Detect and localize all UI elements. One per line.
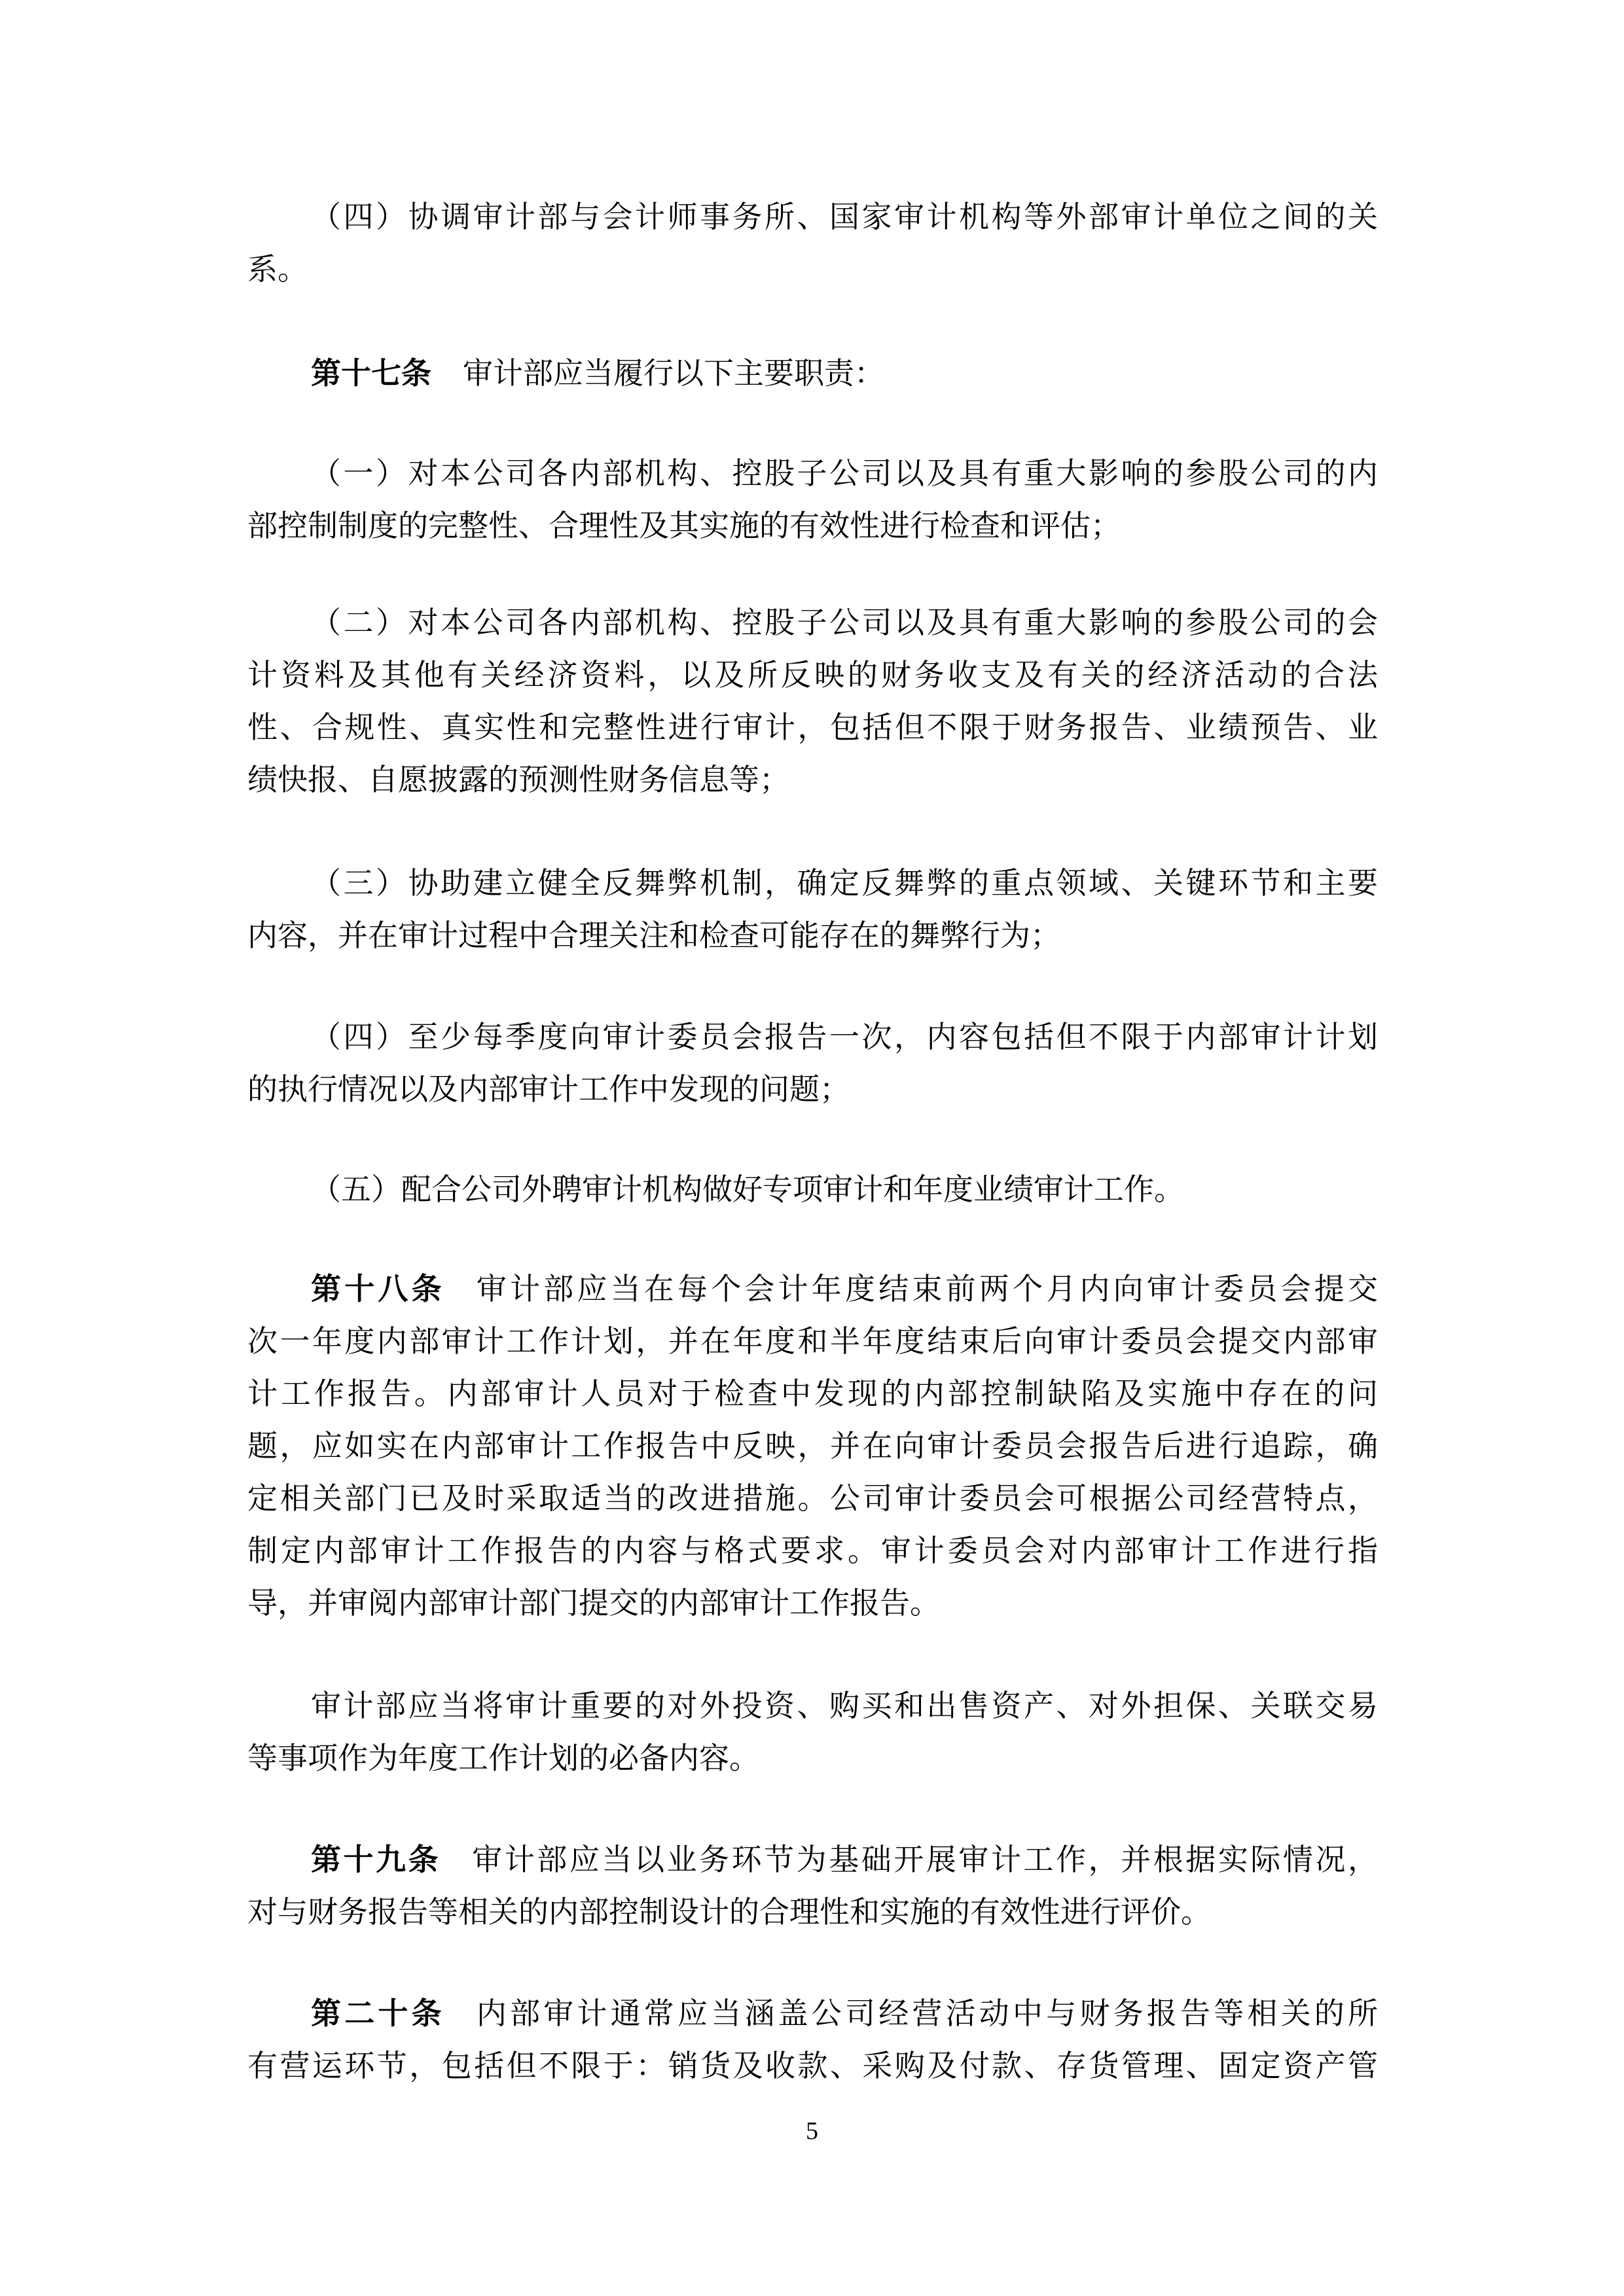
article-heading: 第十七条 [311, 355, 431, 391]
article-20 [247, 1987, 1378, 2092]
text-line [247, 1833, 1378, 1886]
text-line: 部控制制度的完整性、合理性及其实施的有效性进行检查和评估； [247, 508, 1121, 543]
text-line: （四）至少每季度向审计委员会报告一次，内容包括但不限于内部审计计划 [311, 1019, 1378, 1054]
text-line: 有营运环节，包括但不限于：销货及收款、采购及付款、存货管理、固定资产管 [247, 2048, 1378, 2083]
duty-item-2 [247, 596, 1378, 806]
text-line: 内容，并在审计过程中合理关注和检查可能存在的舞弊行为； [247, 918, 1060, 953]
duty-item-3 [247, 857, 1378, 961]
article-18-supplement [247, 1679, 1378, 1784]
text-line [247, 1987, 1378, 2039]
article-17 [247, 347, 1378, 399]
text-line: 性、合规性、真实性和完整性进行审计，包括但不限于财务报告、业绩预告、业 [247, 709, 1378, 745]
text-line: 审计部应当将审计重要的对外投资、购买和出售资产、对外担保、关联交易 [311, 1688, 1378, 1723]
text-line: 绩快报、自愿披露的预测性财务信息等； [247, 762, 789, 797]
text-line: （三）协助建立健全反舞弊机制，确定反舞弊的重点领域、关键环节和主要 [311, 865, 1378, 901]
article-heading: 第十八条 [311, 1271, 445, 1306]
text-line: 制定内部审计工作报告的内容与格式要求。审计委员会对内部审计工作进行指 [247, 1533, 1378, 1568]
text-line [247, 1263, 1378, 1315]
article-heading: 第十九条 [311, 1842, 441, 1877]
text-line: 的执行情况以及内部审计工作中发现的问题； [247, 1071, 850, 1107]
duty-item-1 [247, 447, 1378, 552]
article-heading: 第二十条 [311, 1996, 445, 2031]
article-19 [247, 1833, 1378, 1938]
duty-item-4 [247, 1011, 1378, 1115]
text-line: 等事项作为年度工作计划的必备内容。 [247, 1740, 759, 1776]
text-line: 系。 [247, 251, 308, 287]
text-line: 题，应如实在内部审计工作报告中反映，并在向审计委员会报告后进行追踪，确 [247, 1428, 1378, 1463]
paragraph-coordinate-external-audit [247, 190, 1378, 295]
article-text: 审计部应当在每个会计年度结束前两个月内向审计委员会提交 [476, 1271, 1379, 1306]
duty-item-5 [247, 1163, 1378, 1215]
text-line: （一）对本公司各内部机构、控股子公司以及具有重大影响的参股公司的内 [311, 456, 1378, 491]
text-line: 对与财务报告等相关的内部控制设计的合理性和实施的有效性进行评价。 [247, 1894, 1211, 1929]
text-line: （二）对本公司各内部机构、控股子公司以及具有重大影响的参股公司的会 [311, 605, 1378, 640]
text-line: （五）配合公司外聘审计机构做好专项审计和年度业绩审计工作。 [311, 1172, 1184, 1207]
text-line: 计工作报告。内部审计人员对于检查中发现的内部控制缺陷及实施中存在的问 [247, 1376, 1378, 1411]
article-18 [247, 1263, 1378, 1629]
text-line: 导，并审阅内部审计部门提交的内部审计工作报告。 [247, 1585, 940, 1621]
article-text: 内部审计通常应当涵盖公司经营活动中与财务报告等相关的所 [476, 1996, 1379, 2031]
article-text: 审计部应当履行以下主要职责： [463, 355, 884, 391]
text-line: 计资料及其他有关经济资料，以及所反映的财务收支及有关的经济活动的合法 [247, 657, 1378, 692]
text-line: 定相关部门已及时采取适当的改进措施。公司审计委员会可根据公司经营特点， [247, 1480, 1378, 1516]
page-number: 5 [806, 2117, 818, 2145]
article-text: 审计部应当以业务环节为基础开展审计工作，并根据实际情况， [472, 1842, 1379, 1877]
text-line: （四）协调审计部与会计师事务所、国家审计机构等外部审计单位之间的关 [311, 199, 1378, 234]
text-line [247, 347, 1378, 399]
text-line: 次一年度内部审计工作计划，并在年度和半年度结束后向审计委员会提交内部审 [247, 1323, 1378, 1359]
